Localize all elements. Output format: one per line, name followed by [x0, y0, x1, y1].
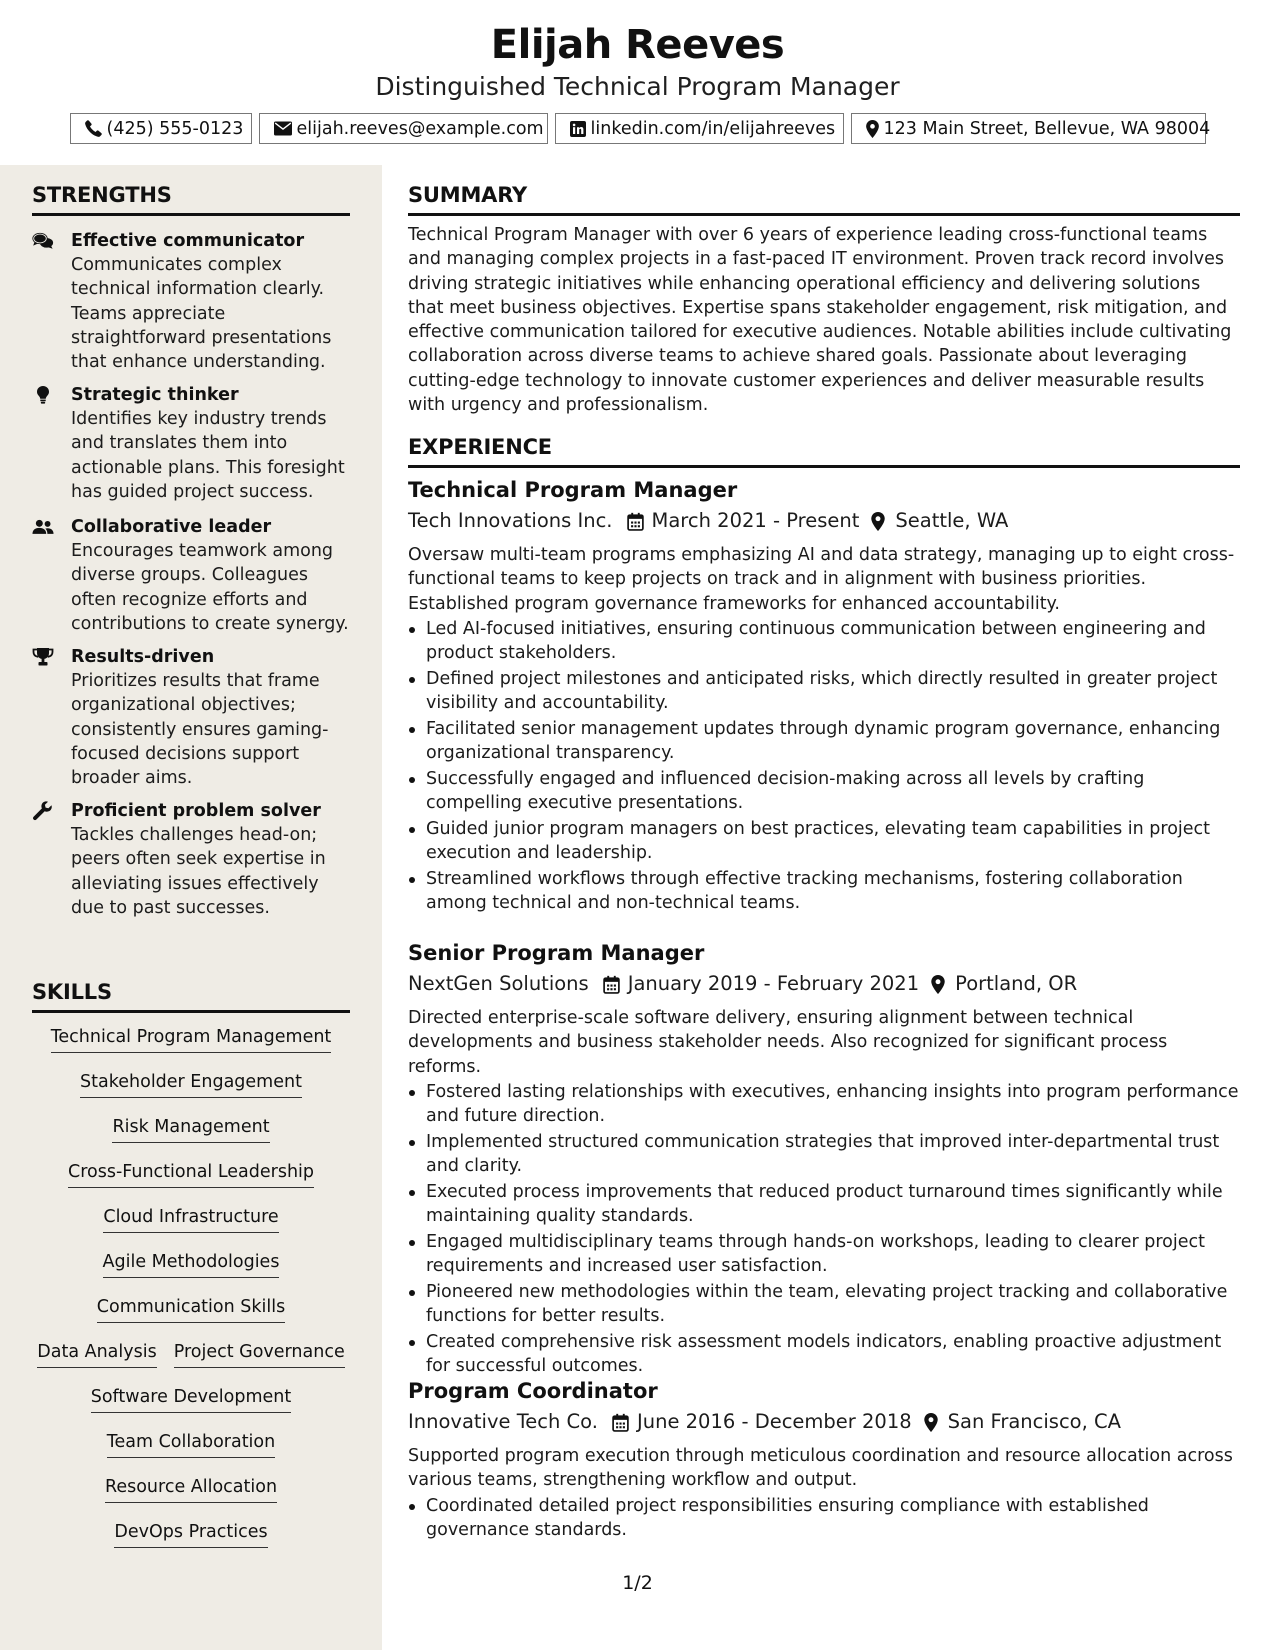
comments-icon: [32, 231, 54, 251]
skill-tag: Communication Skills: [97, 1295, 285, 1323]
email-text: elijah.reeves@example.com: [296, 118, 544, 139]
job-dates: June 2016 - December 2018: [636, 1410, 912, 1433]
lightbulb-icon: [32, 385, 54, 405]
bullet-item: Guided junior program managers on best practices, elevating team capabilities in project execution and leadership.: [408, 817, 1240, 866]
strength-item: [32, 645, 350, 790]
strength-title: Collaborative leader: [71, 517, 272, 537]
trophy-icon: [32, 647, 54, 667]
strength-body: Tackles challenges head-on; peers often seek expertise in alleviating issues effectively due to past successes.: [71, 825, 326, 918]
phone-text: (425) 555-0123: [106, 118, 244, 139]
job-dates: January 2019 - February 2021: [627, 972, 920, 995]
contact-email[interactable]: [259, 113, 548, 144]
strengths-heading: STRENGTHS: [32, 183, 350, 216]
candidate-title: Distinguished Technical Program Manager: [375, 72, 900, 101]
job-description: Directed enterprise-scale software delivery, ensuring alignment between technical developments and business stakeholder needs. Also recognized for significant process reforms.: [408, 1008, 1168, 1077]
phone-icon: [85, 120, 102, 137]
strength-title: Effective communicator: [71, 231, 305, 251]
linkedin-text: linkedin.com/in/elijahreeves: [590, 118, 836, 139]
contact-linkedin[interactable]: [555, 113, 844, 144]
skill-tag: Cloud Infrastructure: [103, 1205, 278, 1233]
page-number: 1/2: [622, 1572, 653, 1594]
bullet-item: Pioneered new methodologies within the team, elevating project tracking and collaborative functions for better results.: [408, 1280, 1240, 1329]
linkedin-icon: [570, 121, 586, 137]
calendar-icon: [627, 512, 644, 531]
skill-tag: Team Collaboration: [107, 1430, 275, 1458]
bullet-item: Executed process improvements that reduced product turnaround times significantly while maintaining quality standards.: [408, 1180, 1240, 1229]
bullet-item: Successfully engaged and influenced decision-making across all levels by crafting compelling executive presentations.: [408, 767, 1240, 816]
skill-tag: Technical Program Management: [51, 1025, 332, 1053]
strength-item: [32, 799, 350, 920]
summary-text: Technical Program Manager with over 6 years of experience leading cross-functional teams and managing complex projects in a fast-paced IT environment. Proven track record involves driving strategic initiatives while enhancing operational efficiency and delivering solutions that meet business objectives. Expertise spans stakeholder engagement, risk mitigation, and effective communication tailored for executive audiences. Notable abilities include cultivating collaboration across diverse teams to achieve shared goals. Passionate about leveraging cutting-edge technology to innovate customer experiences and deliver measurable results with urgency and professionalism.: [408, 225, 1232, 416]
bullet-item: Led AI-focused initiatives, ensuring continuous communication between engineering and product stakeholders.: [408, 617, 1240, 666]
job-meta: [408, 1408, 1240, 1436]
company-name: Tech Innovations Inc.: [408, 509, 613, 532]
calendar-icon: [603, 975, 620, 994]
job-location: Seattle, WA: [895, 509, 1009, 532]
skills-list: [32, 1025, 350, 1565]
strength-title: Strategic thinker: [71, 385, 239, 405]
address-text: 123 Main Street, Bellevue, WA 98004: [883, 118, 1211, 139]
skills-heading: SKILLS: [32, 980, 350, 1013]
skill-tag: Stakeholder Engagement: [80, 1070, 302, 1098]
strength-item: [32, 229, 350, 374]
contact-bar: [0, 113, 1275, 144]
strength-body: Prioritizes results that frame organizational objectives; consistently ensures gaming-focused decisions support broader aims.: [71, 671, 329, 789]
bullet-item: Defined project milestones and anticipated risks, which directly resulted in greater project visibility and accountability.: [408, 667, 1240, 716]
skill-tag: Data Analysis: [37, 1340, 156, 1368]
strength-body: Encourages teamwork among diverse groups. Colleagues often recognize efforts and contributions to create synergy.: [71, 541, 349, 634]
job-entry: [408, 476, 1240, 915]
job-entry: [408, 939, 1240, 1378]
strength-title: Results-driven: [71, 647, 215, 667]
job-description: Oversaw multi-team programs emphasizing AI and data strategy, managing up to eight cross-functional teams to keep projects on track and in alignment with business priorities. Established program governance frameworks for enhanced accountability.: [408, 545, 1235, 614]
job-bullets: [408, 617, 1240, 915]
experience-heading: EXPERIENCE: [408, 435, 1240, 468]
bullet-item: Facilitated senior management updates through dynamic program governance, enhancing organizational transparency.: [408, 717, 1240, 766]
strength-item: [32, 515, 350, 636]
job-location: Portland, OR: [955, 972, 1078, 995]
job-title: Senior Program Manager: [408, 941, 705, 965]
job-description: Supported program execution through meticulous coordination and resource allocation across various teams, strengthening workflow and output.: [408, 1446, 1233, 1491]
strength-item: [32, 383, 350, 504]
job-meta: [408, 970, 1240, 998]
bullet-item: Implemented structured communication strategies that improved inter-departmental trust and clarity.: [408, 1130, 1240, 1179]
job-title: Program Coordinator: [408, 1379, 658, 1403]
job-meta: [408, 507, 1240, 535]
skill-tag: DevOps Practices: [114, 1520, 267, 1548]
company-name: NextGen Solutions: [408, 972, 589, 995]
job-entry: [408, 1377, 1240, 1542]
map-marker-icon: [924, 1413, 938, 1432]
map-marker-icon: [871, 512, 885, 531]
envelope-icon: [274, 121, 292, 136]
job-location: San Francisco, CA: [947, 1410, 1121, 1433]
job-bullets: [408, 1494, 1240, 1543]
skill-tag: Cross-Functional Leadership: [68, 1160, 314, 1188]
calendar-icon: [612, 1413, 629, 1432]
candidate-name: Elijah Reeves: [490, 22, 785, 68]
bullet-item: Fostered lasting relationships with executives, enhancing insights into program performance and future direction.: [408, 1080, 1240, 1129]
contact-phone[interactable]: [70, 113, 252, 144]
contact-address[interactable]: [851, 113, 1211, 144]
bullet-item: Coordinated detailed project responsibilities ensuring compliance with established governance standards.: [408, 1494, 1240, 1543]
map-marker-icon: [866, 120, 879, 138]
skill-tag: Project Governance: [174, 1340, 345, 1368]
company-name: Innovative Tech Co.: [408, 1410, 598, 1433]
strength-title: Proficient problem solver: [71, 801, 321, 821]
wrench-icon: [32, 801, 54, 821]
strength-body: Communicates complex technical information clearly. Teams appreciate straightforward presentations that enhance understanding.: [71, 255, 332, 373]
bullet-item: Created comprehensive risk assessment models indicators, enabling proactive adjustment for successful outcomes.: [408, 1330, 1240, 1379]
bullet-item: Engaged multidisciplinary teams through hands-on workshops, leading to clearer project requirements and increased user satisfaction.: [408, 1230, 1240, 1279]
skill-tag: Agile Methodologies: [103, 1250, 280, 1278]
users-icon: [32, 517, 54, 537]
job-dates: March 2021 - Present: [651, 509, 860, 532]
skill-tag: Software Development: [91, 1385, 292, 1413]
map-marker-icon: [931, 975, 945, 994]
summary-heading: SUMMARY: [408, 183, 1240, 216]
skill-tag: Risk Management: [112, 1115, 269, 1143]
skill-tag: Resource Allocation: [105, 1475, 277, 1503]
job-bullets: [408, 1080, 1240, 1378]
job-title: Technical Program Manager: [408, 478, 738, 502]
bullet-item: Streamlined workflows through effective tracking mechanisms, fostering collaboration among technical and non-technical teams.: [408, 867, 1240, 916]
strength-body: Identifies key industry trends and translates them into actionable plans. This foresight has guided project success.: [71, 409, 345, 502]
